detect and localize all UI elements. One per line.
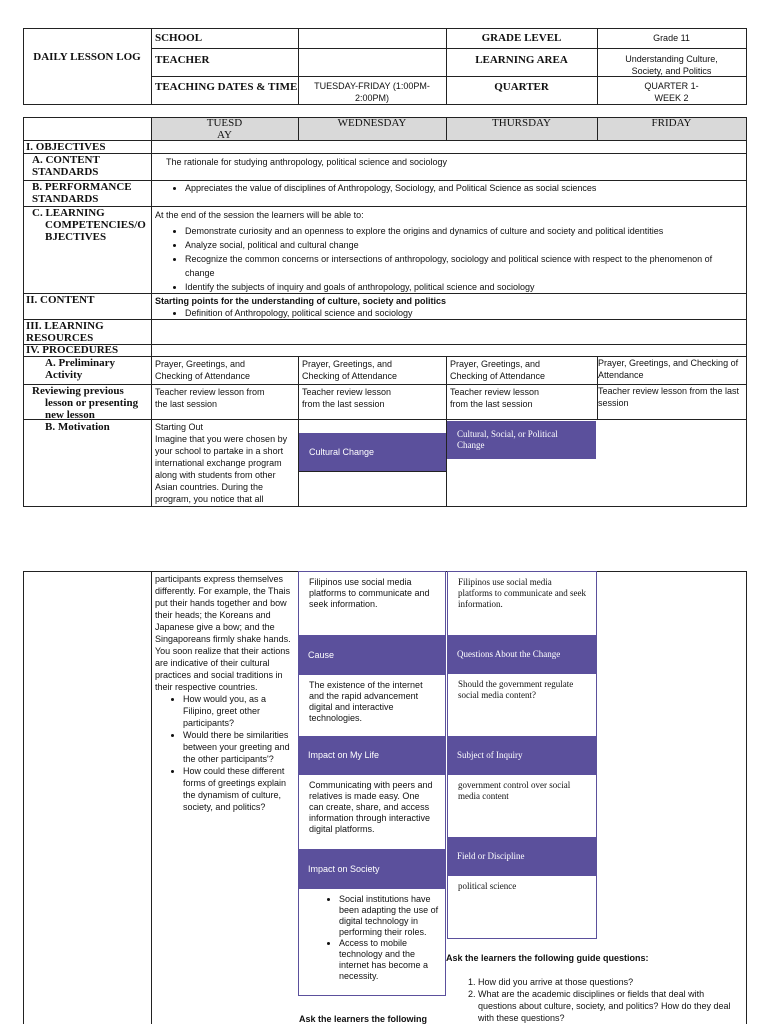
review-fri-line1: Teacher review lesson from the last — [598, 386, 740, 396]
questions-text-box: Should the government regulate social media content? — [447, 673, 597, 737]
content-standards-line2: STANDARDS — [32, 166, 99, 178]
lc-item: • Recognize the common concerns or intersections of anthropology, sociology and political science with respect to the phenomenon of change — [185, 252, 740, 280]
society-item: • Access to mobile technology and the internet has become a necessity. — [339, 938, 439, 982]
questions-about-box: Questions About the Change — [447, 636, 597, 673]
cause-text-box: The existence of the internet and the rapid advancement digital and interactive technologies. — [298, 674, 446, 737]
prayer-line2: Checking of Attendance — [155, 371, 251, 381]
dates-value — [298, 80, 446, 104]
review-a-line1: Teacher review lesson from — [155, 387, 265, 397]
motivation-question: • Would there be similarities between your greeting and the other participants'? — [183, 729, 297, 765]
performance-standards-line2: STANDARDS — [32, 193, 99, 205]
motivation-line: their respective countries. — [155, 682, 258, 692]
objectives-label: I. OBJECTIVES — [26, 141, 106, 153]
lc-item: • Analyze social, political and cultural change — [185, 238, 740, 252]
school-label: SCHOOL — [155, 32, 203, 44]
day-header-tuesday — [151, 117, 298, 141]
impact-society-box: Impact on Society — [298, 850, 446, 888]
motivation-line: international exchange program — [155, 458, 282, 468]
day-header-friday: FRIDAY — [651, 117, 692, 129]
motivation-line: put their hands together and bow — [155, 598, 287, 608]
society-item: • Social institutions have been adapting the use of digital technology in performing their roles. — [339, 894, 439, 938]
reviewing-label — [26, 385, 138, 421]
review-friday — [598, 385, 739, 409]
grade-value: Grade 11 — [653, 33, 690, 43]
procedures-label: IV. PROCEDURES — [26, 344, 119, 356]
field-box: Field or Discipline — [447, 838, 597, 875]
field-text-box: political science — [447, 875, 597, 939]
quarter-value — [597, 80, 746, 104]
lr-line1: III. LEARNING — [26, 320, 104, 332]
review-line1: Reviewing previous — [32, 385, 124, 397]
review-b-line1: Teacher review lesson — [302, 387, 392, 397]
area-value-line1: Understanding Culture, — [625, 54, 718, 64]
quarter-value-line2: WEEK 2 — [654, 93, 689, 103]
motivation-line: practices and social traditions in — [155, 670, 283, 680]
review-b-line2: from the last session — [302, 399, 385, 409]
prayer-line2: Checking of Attendance — [302, 371, 398, 381]
content-standards-value: The rationale for studying anthropology, political science and sociology — [166, 157, 447, 167]
motivation-text-page2 — [155, 573, 297, 813]
prayer-wednesday — [302, 358, 397, 382]
thu-ask-text: Ask the learners the following guide questions: — [446, 953, 649, 963]
prayer-line1: Prayer, Greetings, and — [302, 359, 393, 369]
motivation-line: are indicative of their cultural — [155, 658, 270, 668]
cause-box: Cause — [298, 636, 446, 674]
lc-line2: COMPETENCIES/O — [45, 219, 146, 231]
prayer-thursday — [450, 358, 545, 382]
thu-guide-questions — [446, 952, 744, 1024]
content-label: II. CONTENT — [26, 294, 95, 306]
review-tuesday — [155, 386, 265, 410]
guide-question: 2. What are the academic disciplines or fields that deal with questions about culture, society, and politics? How do they deal with these questions? — [478, 988, 744, 1024]
thu-filipinos-box: Filipinos use social media platforms to communicate and seek information. — [447, 571, 597, 636]
prayer-fri-line2: Attendance — [598, 370, 644, 380]
prayer-fri-line1: Prayer, Greetings, and Checking of — [598, 358, 739, 368]
performance-standards-label — [26, 181, 132, 205]
review-line2: lesson or presenting — [45, 397, 139, 409]
cultural-change-box: Cultural Change — [299, 433, 446, 471]
motivation-line: their heads; the Koreans and — [155, 610, 271, 620]
lc-line1: C. LEARNING — [32, 207, 105, 219]
dates-value-line2: 2:00PM) — [354, 93, 389, 103]
motivation-question: • How would you, as a Filipino, greet other participants? — [183, 693, 297, 729]
area-label: LEARNING AREA — [475, 54, 568, 66]
motivation-line: You soon realize that their actions — [155, 646, 290, 656]
motivation-label: B. Motivation — [45, 421, 110, 433]
review-thursday — [450, 386, 539, 410]
content-standards-line1: A. CONTENT — [32, 154, 100, 166]
lr-line2: RESOURCES — [26, 332, 94, 344]
lc-intro: At the end of the session the learners will be able to: — [155, 210, 364, 220]
motivation-line: Japanese give a bow; and the — [155, 622, 275, 632]
review-wednesday — [302, 386, 391, 410]
tuesday-line2: AY — [217, 129, 232, 141]
content-value-text: Starting points for the understanding of culture, society and politics — [155, 296, 447, 306]
performance-item: • Appreciates the value of disciplines of Anthropology, Sociology, and Political Science as social sciences — [185, 182, 743, 194]
prayer-friday — [598, 357, 738, 381]
learning-competencies-label — [26, 207, 146, 243]
review-line3: new lesson — [45, 409, 95, 421]
content-standards-label — [26, 154, 100, 178]
day-header-wednesday: WEDNESDAY — [337, 117, 407, 129]
preliminary-label — [26, 357, 115, 381]
prayer-tuesday — [155, 358, 250, 382]
csp-change-box: Cultural, Social, or Political Change — [447, 421, 596, 459]
dll-title: DAILY LESSON LOG — [33, 51, 141, 63]
impact-life-text-box: Communicating with peers and relatives is made easy. One can create, share, and access information through interactive digital platforms. — [298, 774, 446, 850]
content-value — [155, 295, 740, 319]
impact-society-text-box — [298, 888, 446, 996]
area-value-line2: Society, and Politics — [631, 66, 712, 76]
prayer-line1: Prayer, Greetings, and — [450, 359, 541, 369]
content-item: • Definition of Anthropology, political science and sociology — [185, 307, 740, 319]
teacher-label: TEACHER — [155, 54, 210, 66]
review-fri-line2: session — [598, 398, 629, 408]
motivation-line: along with students from other — [155, 470, 276, 480]
grade-label: GRADE LEVEL — [481, 32, 562, 44]
motivation-question: • How could these different forms of greetings explain the dynamism of culture, society, and politics? — [183, 765, 297, 813]
lc-item: • Identify the subjects of inquiry and goals of anthropology, political science and sociology — [185, 280, 740, 294]
lc-line3: BJECTIVES — [45, 231, 107, 243]
motivation-line: participants express themselves — [155, 574, 284, 584]
impact-life-box: Impact on My Life — [298, 737, 446, 774]
day-header-thursday: THURSDAY — [492, 117, 551, 129]
wed-filipinos-box: Filipinos use social media platforms to communicate and seek information. — [298, 571, 446, 636]
motivation-text-page1 — [155, 421, 287, 505]
quarter-value-line1: QUARTER 1- — [644, 81, 699, 91]
quarter-label: QUARTER — [494, 81, 549, 93]
prelim-line2: Activity — [45, 369, 83, 381]
prayer-line1: Prayer, Greetings, and — [155, 359, 246, 369]
motivation-line: Imagine that you were chosen by — [155, 434, 288, 444]
lc-item: • Demonstrate curiosity and an openness to explore the origins and dynamics of culture and society and political identities — [185, 224, 740, 238]
review-b-line1: Teacher review lesson — [450, 387, 540, 397]
prayer-line2: Checking of Attendance — [450, 371, 546, 381]
performance-standards-value — [155, 182, 743, 194]
starting-out: Starting Out — [155, 422, 204, 432]
dates-label: TEACHING DATES & TIME — [155, 81, 298, 93]
prelim-line1: A. Preliminary — [45, 357, 116, 369]
motivation-line: Asian countries. During the — [155, 482, 264, 492]
review-a-line2: the last session — [155, 399, 218, 409]
review-b-line2: from the last session — [450, 399, 533, 409]
learning-competencies-value — [155, 209, 740, 294]
area-value — [597, 53, 746, 77]
learning-resources-label — [26, 320, 104, 344]
motivation-line: Singaporeans firmly shake hands. — [155, 634, 291, 644]
wed-ask-text: Ask the learners the following — [299, 1014, 428, 1024]
motivation-line: your school to partake in a short — [155, 446, 284, 456]
guide-question: 1. How did you arrive at those questions? — [478, 976, 744, 988]
performance-standards-line1: B. PERFORMANCE — [32, 181, 132, 193]
motivation-line: differently. For example, the Thais — [155, 586, 291, 596]
subject-text-box: government control over social media content — [447, 774, 597, 838]
subject-box: Subject of Inquiry — [447, 737, 597, 774]
motivation-line: program, you notice that all — [155, 494, 264, 504]
dates-value-line1: TUESDAY-FRIDAY (1:00PM- — [314, 81, 430, 91]
tuesday-line1: TUESD — [206, 117, 243, 129]
